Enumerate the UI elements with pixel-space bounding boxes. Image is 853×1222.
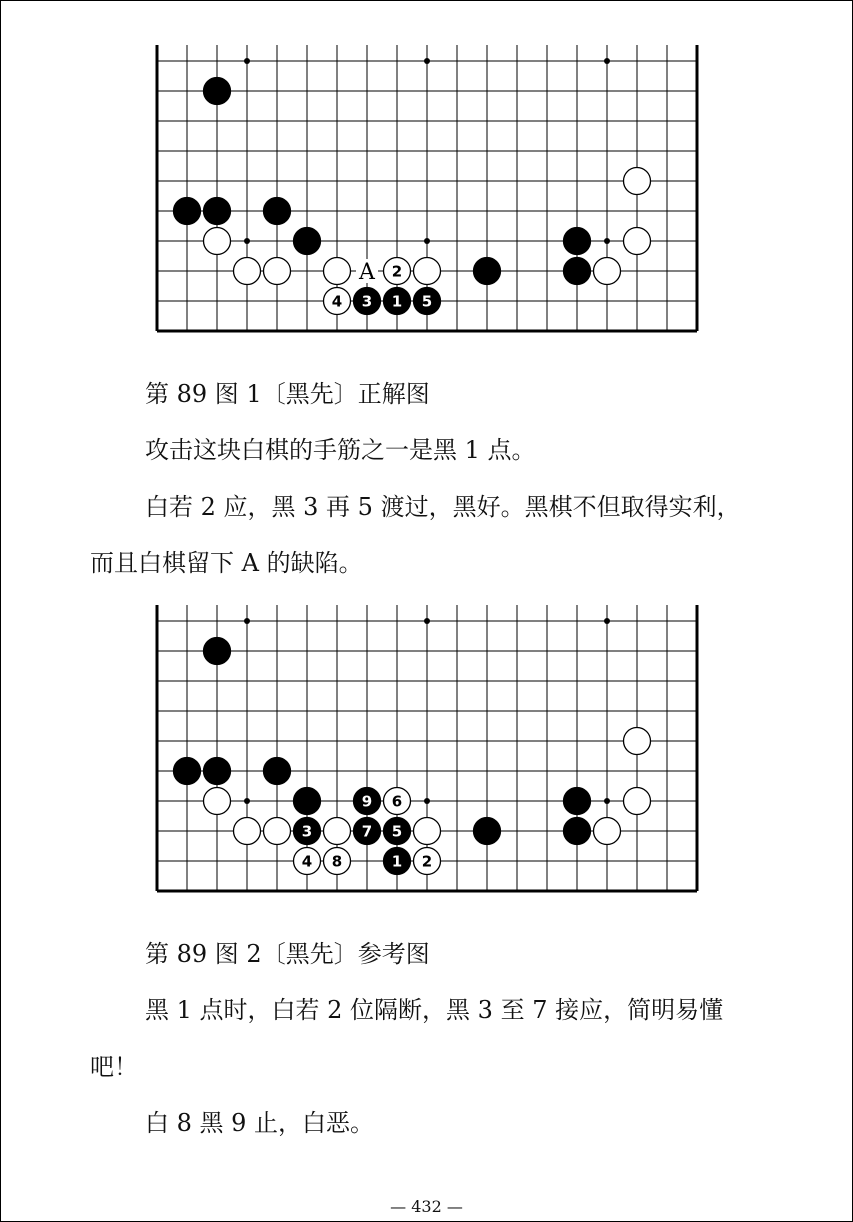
move-number: 4	[331, 292, 343, 311]
black-stone	[204, 758, 231, 785]
diagram-2-caption: 第 89 图 2〔黑先〕参考图	[145, 940, 430, 968]
move-number: 4	[301, 852, 313, 871]
white-stone	[624, 168, 651, 195]
move-number: 1	[391, 852, 403, 871]
black-stone	[204, 198, 231, 225]
move-number: 2	[421, 852, 433, 871]
black-stone	[564, 788, 591, 815]
move-number: 1	[391, 292, 403, 311]
white-stone	[324, 258, 351, 285]
white-stone-4	[324, 288, 351, 315]
white-stone	[594, 258, 621, 285]
black-stone	[564, 818, 591, 845]
point-marker-a: A	[359, 260, 375, 285]
black-stone	[474, 258, 501, 285]
paragraph-line: 白 8 黑 9 止，白恶。	[145, 1109, 375, 1137]
black-stone-9	[354, 788, 381, 815]
white-stone	[234, 258, 261, 285]
move-number: 2	[391, 262, 403, 281]
move-number: 5	[391, 822, 403, 841]
white-stone	[414, 258, 441, 285]
white-stone-2	[414, 848, 441, 875]
go-diagram-1	[155, 45, 699, 335]
move-number: 7	[361, 822, 373, 841]
paragraph-line: 而且白棋留下 A 的缺陷。	[90, 549, 363, 577]
white-stone	[204, 228, 231, 255]
star-point	[244, 798, 250, 804]
move-number: 8	[331, 852, 343, 871]
move-number: 3	[361, 292, 373, 311]
paragraph-line: 黑 1 点时，白若 2 位隔断，黑 3 至 7 接应，简明易懂	[145, 996, 724, 1024]
black-stone	[264, 198, 291, 225]
black-stone	[564, 228, 591, 255]
white-stone	[624, 728, 651, 755]
star-point	[424, 58, 430, 64]
star-point	[604, 238, 610, 244]
white-stone	[324, 818, 351, 845]
go-diagram-2	[155, 605, 699, 895]
star-point	[604, 798, 610, 804]
white-stone	[234, 818, 261, 845]
star-point	[424, 238, 430, 244]
white-stone	[264, 258, 291, 285]
paragraph-line: 吧！	[90, 1053, 138, 1081]
white-stone	[414, 818, 441, 845]
white-stone	[594, 818, 621, 845]
white-stone-4	[294, 848, 321, 875]
black-stone	[204, 638, 231, 665]
black-stone	[294, 788, 321, 815]
white-stone	[264, 818, 291, 845]
black-stone-1	[384, 848, 411, 875]
move-number: 6	[391, 792, 403, 811]
white-stone	[624, 228, 651, 255]
black-stone	[174, 198, 201, 225]
star-point	[604, 58, 610, 64]
black-stone	[174, 758, 201, 785]
move-number: 9	[361, 792, 373, 811]
black-stone	[264, 758, 291, 785]
white-stone	[204, 788, 231, 815]
move-number: 5	[421, 292, 433, 311]
black-stone	[564, 258, 591, 285]
move-number: 3	[301, 822, 313, 841]
go-board-2	[155, 605, 699, 895]
black-stone-5	[414, 288, 441, 315]
black-stone-1	[384, 288, 411, 315]
paragraph-line: 攻击这块白棋的手筋之一是黑 1 点。	[145, 436, 536, 464]
black-stone-3	[354, 288, 381, 315]
black-stone-7	[354, 818, 381, 845]
diagram-1-caption: 第 89 图 1〔黑先〕正解图	[145, 380, 430, 408]
star-point	[424, 618, 430, 624]
black-stone	[294, 228, 321, 255]
star-point	[604, 618, 610, 624]
black-stone-5	[384, 818, 411, 845]
white-stone	[624, 788, 651, 815]
page-number: — 432 —	[390, 1197, 463, 1216]
black-stone	[204, 78, 231, 105]
black-stone	[474, 818, 501, 845]
black-stone-3	[294, 818, 321, 845]
white-stone-2	[384, 258, 411, 285]
white-stone-6	[384, 788, 411, 815]
star-point	[244, 58, 250, 64]
go-board-1	[155, 45, 699, 335]
white-stone-8	[324, 848, 351, 875]
star-point	[244, 618, 250, 624]
paragraph-line: 白若 2 应，黑 3 再 5 渡过，黑好。黑棋不但取得实利，	[145, 493, 741, 521]
star-point	[244, 238, 250, 244]
star-point	[424, 798, 430, 804]
